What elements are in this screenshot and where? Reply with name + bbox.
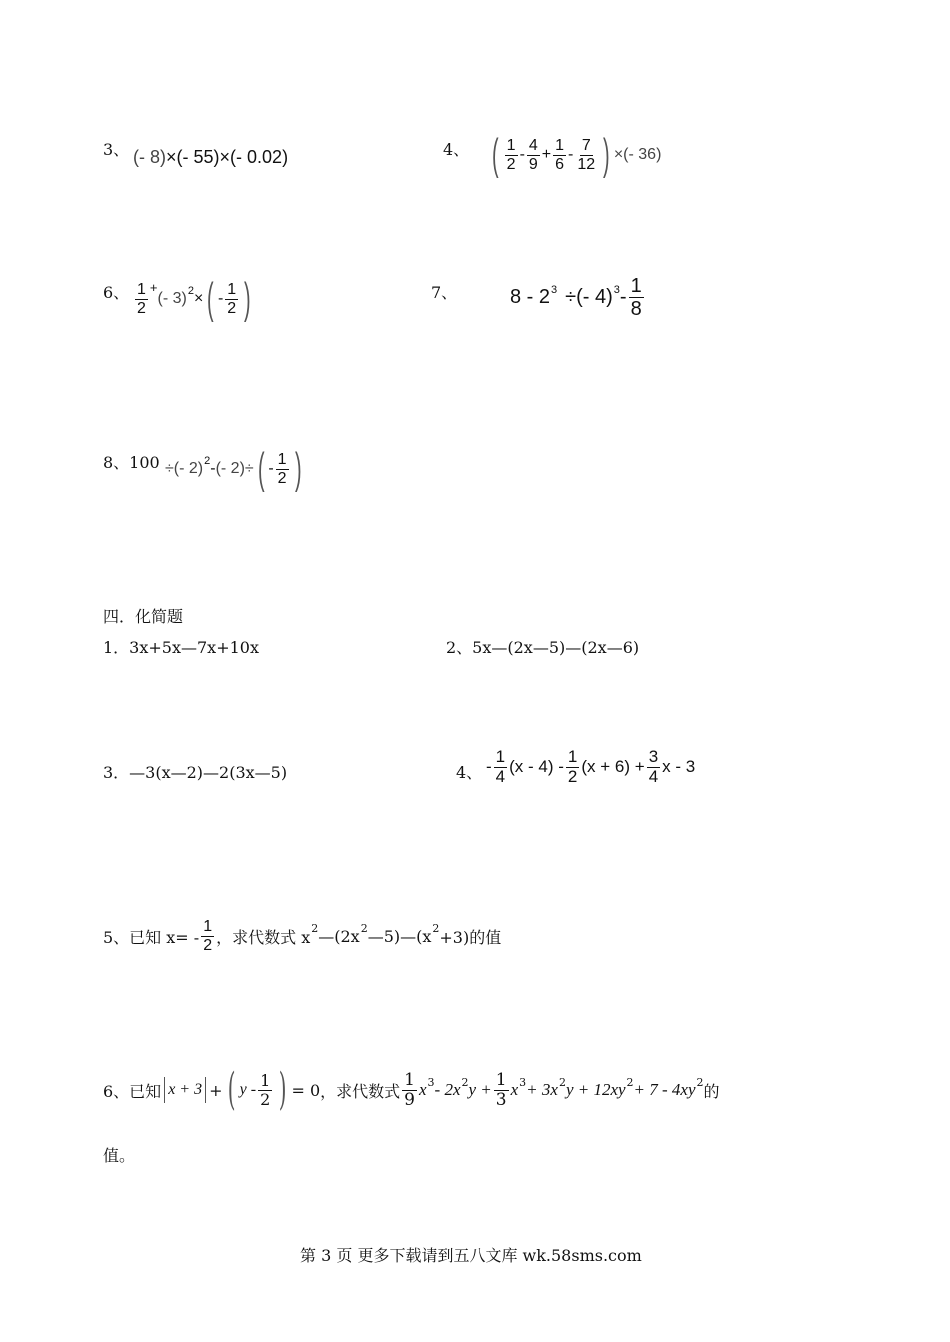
problem-8-expression: ÷(- 2) 2 - (- 2)÷ ( - $\frac{1}{2}$ ) bbox=[165, 444, 302, 493]
problem-3-expression: (- 8) ×(- 55) ×(- 0.02) bbox=[133, 147, 289, 167]
problem-7-expression: 8 - 2 3 ÷(- 4) 3 - $\frac{1}{8}$ bbox=[510, 275, 642, 320]
problem-7-label: 7、 bbox=[431, 283, 458, 302]
problem-4-expression: ( $\frac{1}{2}$ - $\frac{4}{9}$ + $\frac{1}{6}$ - $\frac{7}{12}$ ) ×(- 36) bbox=[492, 130, 662, 179]
simplify-5: 5、已知 x= - $\frac{1}{2}$ ，求代数式 x 2 —(2x 2 —5)—(x 2 +3)的值 bbox=[103, 918, 502, 954]
simplify-6-continuation: 值。 bbox=[103, 1146, 136, 1165]
simplify-4-label: 4、 bbox=[456, 763, 483, 782]
simplify-1: 1．3x+5x—7x+10x bbox=[103, 638, 259, 657]
problem-3-label: 3、 bbox=[103, 140, 130, 159]
simplify-4-expression: - $\frac{1}{4}$ (x - 4) - $\frac{1}{2}$ (x + 6) + $\frac{3}{4}$ x - 3 bbox=[486, 747, 696, 786]
problem-6-expression: $\frac{1}{2}$ + (- 3) 2 × ( - $\frac{1}{2}$ ) bbox=[137, 274, 251, 323]
simplify-2: 2、5x—(2x—5)—(2x—6) bbox=[446, 638, 640, 657]
page-footer: 第 3 页 更多下载请到五八文库 wk.58sms.com bbox=[300, 1246, 642, 1265]
section-title: 四．化简题 bbox=[103, 607, 184, 626]
problem-8-label: 8、100 bbox=[103, 453, 160, 472]
problem-4-label: 4、 bbox=[443, 140, 470, 159]
simplify-3: 3．—3(x—2)—2(3x—5) bbox=[103, 763, 288, 782]
simplify-6: 6、已知 x + 3 + ( y - $\frac{1}{2}$ ) = 0 ，求代数式 $\frac{1}{9}$ x 3 - 2x 2 y + $\frac{1}{3}$ x 3 + 3x 2 y + 12xy 2 + 7 - 4xy 2 的 bbox=[103, 1064, 720, 1115]
problem-6-label: 6、 bbox=[103, 283, 130, 302]
